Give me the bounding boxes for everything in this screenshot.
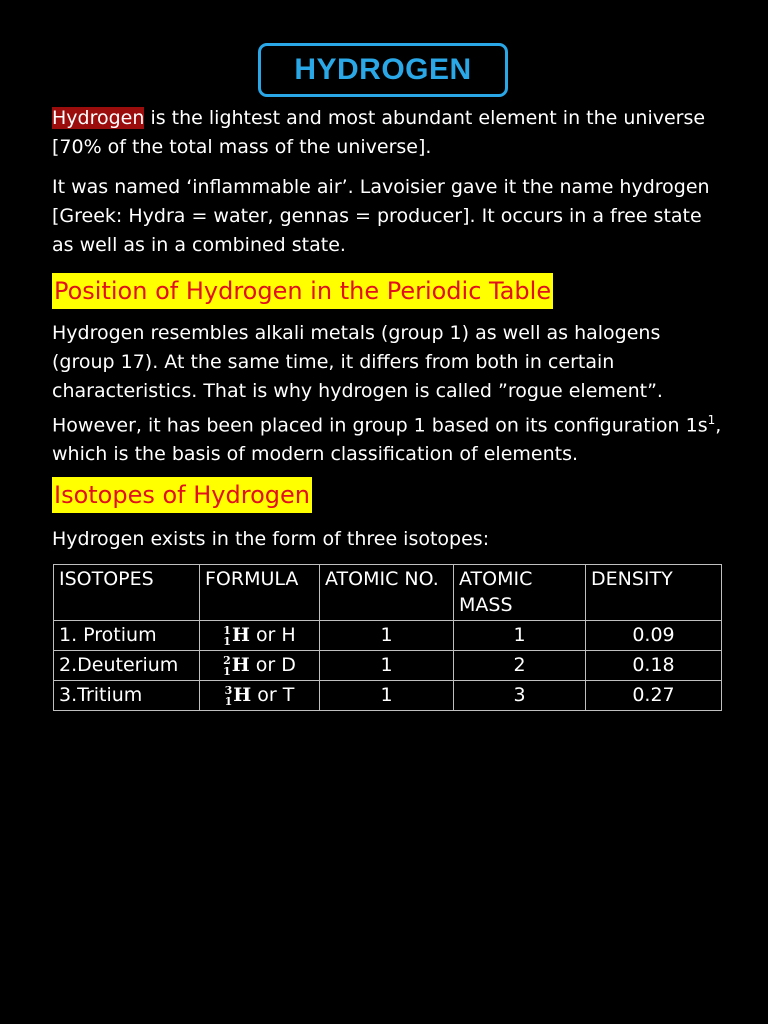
alt-symbol: D	[281, 654, 296, 676]
isotope-formula	[200, 651, 320, 681]
highlighted-word: Hydrogen	[52, 107, 145, 129]
header-density: DENSITY	[586, 565, 722, 621]
page-title: HYDROGEN	[294, 53, 472, 86]
element-symbol: H	[231, 624, 250, 646]
or-text: or	[257, 684, 277, 706]
isotopes-table	[53, 564, 722, 711]
intro-paragraph	[52, 104, 722, 162]
element-symbol: H	[231, 654, 250, 676]
or-text: or	[255, 654, 276, 676]
header-formula: FORMULA	[200, 565, 320, 621]
atomic-no-cell: 1	[320, 651, 454, 681]
isotope-name: 1. Protium	[54, 621, 200, 651]
isotopes-table-container	[53, 564, 721, 711]
density-cell: 0.27	[586, 681, 722, 711]
nuclide-numbers: 2 1	[223, 653, 231, 678]
density-cell: 0.18	[586, 651, 722, 681]
table-header-row	[54, 565, 722, 621]
or-text: or	[255, 624, 276, 646]
isotopes-intro: Hydrogen exists in the form of three isotopes:	[52, 528, 490, 550]
section-heading-position: Position of Hydrogen in the Periodic Table	[52, 273, 553, 309]
atomic-mass-cell: 1	[454, 621, 586, 651]
alt-symbol: T	[282, 684, 295, 706]
element-symbol: H	[233, 684, 252, 706]
header-atomic-no: ATOMIC NO.	[320, 565, 454, 621]
alt-symbol: H	[281, 624, 296, 646]
intro-text: is the lightest and most abundant element in the universe [70% of the total mass of the universe].	[52, 107, 706, 158]
nuclide-numbers: 3 1	[224, 683, 233, 708]
configuration-superscript: 1	[707, 413, 716, 427]
isotope-name: 3.Tritium	[54, 681, 200, 711]
title-box	[258, 43, 508, 97]
position-text-end: , which is the basis of modern classification of elements.	[52, 414, 722, 466]
atomic-no-cell: 1	[320, 621, 454, 651]
header-isotopes: ISOTOPES	[54, 565, 200, 621]
atomic-mass-cell: 3	[454, 681, 586, 711]
atomic-no-cell: 1	[320, 681, 454, 711]
naming-paragraph: It was named ‘inflammable air’. Lavoisier gave it the name hydrogen [Greek: Hydra = water, gennas = producer]. It occurs in a free state as well as in a combined state.	[52, 176, 710, 256]
density-cell: 0.09	[586, 621, 722, 651]
table-row	[54, 681, 722, 711]
section-heading-isotopes: Isotopes of Hydrogen	[52, 477, 312, 513]
isotope-name: 2.Deuterium	[54, 651, 200, 681]
table-row	[54, 621, 722, 651]
table-row	[54, 651, 722, 681]
position-text: Hydrogen resembles alkali metals (group 1) as well as halogens (group 17). At the same time, it differs from both in certain characteristics. That is why hydrogen is called ”rogue element”. However, it has been placed in group 1 based on its configuration 1s	[52, 322, 708, 437]
nuclide-numbers: 1 1	[223, 623, 231, 648]
atomic-mass-cell: 2	[454, 651, 586, 681]
isotope-formula	[200, 681, 320, 711]
isotope-formula	[200, 621, 320, 651]
position-paragraph	[52, 319, 722, 469]
header-atomic-mass: ATOMIC MASS	[454, 565, 586, 621]
